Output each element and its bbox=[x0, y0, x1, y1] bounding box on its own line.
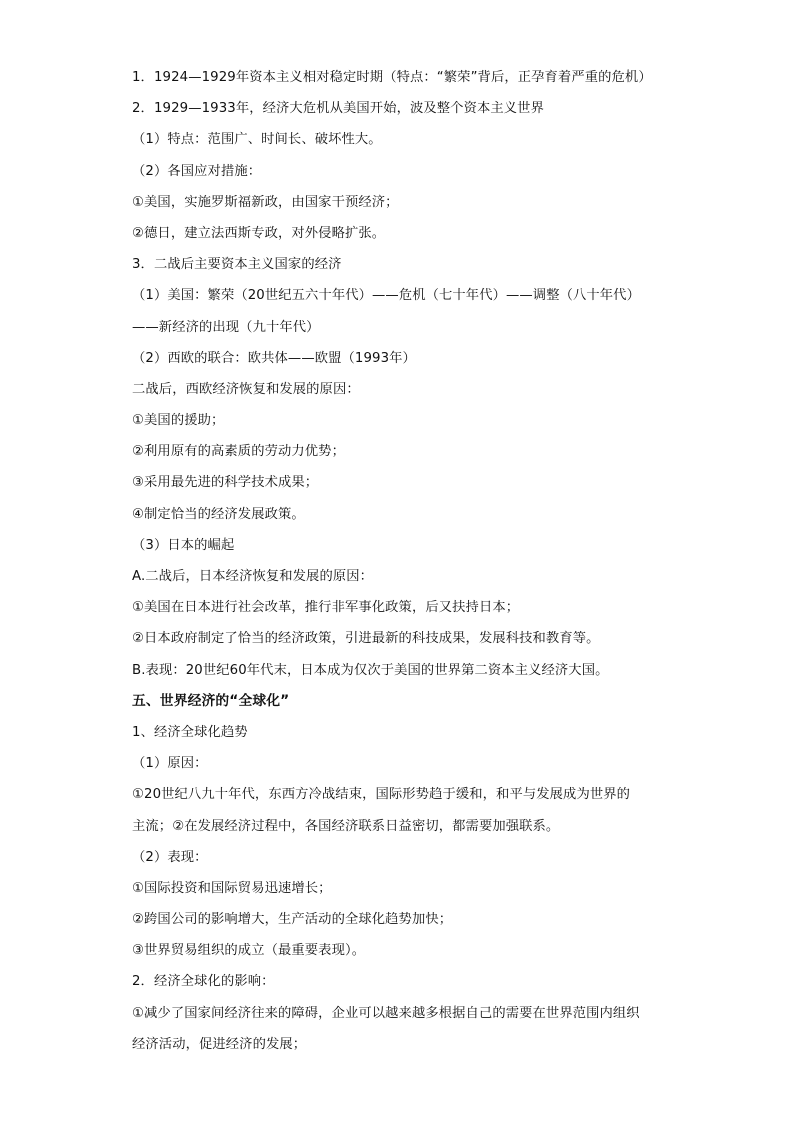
text-line: 1、经济全球化趋势 bbox=[132, 724, 248, 740]
text-line: ①美国，实施罗斯福新政，由国家干预经济； bbox=[132, 194, 399, 210]
text-line: （3）日本的崛起 bbox=[132, 537, 235, 553]
text-line: ②德日，建立法西斯专政，对外侵略扩张。 bbox=[132, 225, 386, 241]
text-line: 3．二战后主要资本主义国家的经济 bbox=[132, 257, 342, 273]
text-line: ②利用原有的高素质的劳动力优势； bbox=[132, 444, 345, 460]
text-line: ①美国的援助； bbox=[132, 413, 225, 429]
text-line: ①减少了国家间经济往来的障碍，企业可以越来越多根据自己的需要在世界范围内组织 bbox=[132, 1005, 640, 1021]
text-line: （2）西欧的联合：欧共体——欧盟（1993年） bbox=[132, 350, 416, 366]
text-line: （1）原因： bbox=[132, 756, 208, 772]
text-line: 经济活动，促进经济的发展； bbox=[132, 1036, 307, 1052]
text-line: （2）各国应对措施： bbox=[132, 163, 262, 179]
text-line: 二战后，西欧经济恢复和发展的原因： bbox=[132, 381, 360, 397]
text-line: B.表现：20世纪60年代末，日本成为仅次于美国的世界第二资本主义经济大国。 bbox=[132, 662, 609, 678]
text-line: ①国际投资和国际贸易迅速增长； bbox=[132, 880, 332, 896]
text-line: 2．1929—1933年，经济大危机从美国开始，波及整个资本主义世界 bbox=[132, 101, 544, 117]
section-heading: 五、世界经济的“全球化” bbox=[132, 692, 290, 709]
text-line: （2）表现： bbox=[132, 849, 208, 865]
text-line: ——新经济的出现（九十年代） bbox=[132, 319, 320, 335]
text-line: 主流；②在发展经济过程中，各国经济联系日益密切，都需要加强联系。 bbox=[132, 818, 560, 834]
document-body bbox=[132, 62, 672, 1060]
text-line: ④制定恰当的经济发展政策。 bbox=[132, 506, 305, 522]
text-line: ②跨国公司的影响增大，生产活动的全球化趋势加快； bbox=[132, 912, 453, 928]
text-line: （1）特点：范围广、时间长、破坏性大。 bbox=[132, 132, 382, 148]
text-line: A.二战后，日本经济恢复和发展的原因： bbox=[132, 569, 374, 584]
text-line: 1．1924—1929年资本主义相对稳定时期（特点：“繁荣”背后，正孕育着严重的危机） bbox=[132, 70, 652, 85]
text-line: ②日本政府制定了恰当的经济政策，引进最新的科技成果，发展科技和教育等。 bbox=[132, 631, 600, 647]
text-line: ①美国在日本进行社会改革，推行非军事化政策，后又扶持日本； bbox=[132, 600, 520, 616]
text-line: ③世界贸易组织的成立（最重要表现）。 bbox=[132, 943, 366, 959]
text-line: （1）美国：繁荣（20世纪五六十年代）——危机（七十年代）——调整（八十年代） bbox=[132, 288, 640, 304]
text-line: ①20世纪八九十年代，东西方冷战结束，国际形势趋于缓和，和平与发展成为世界的 bbox=[132, 787, 631, 803]
text-line: ③采用最先进的科学技术成果； bbox=[132, 475, 319, 491]
text-line: 2．经济全球化的影响： bbox=[132, 974, 275, 990]
